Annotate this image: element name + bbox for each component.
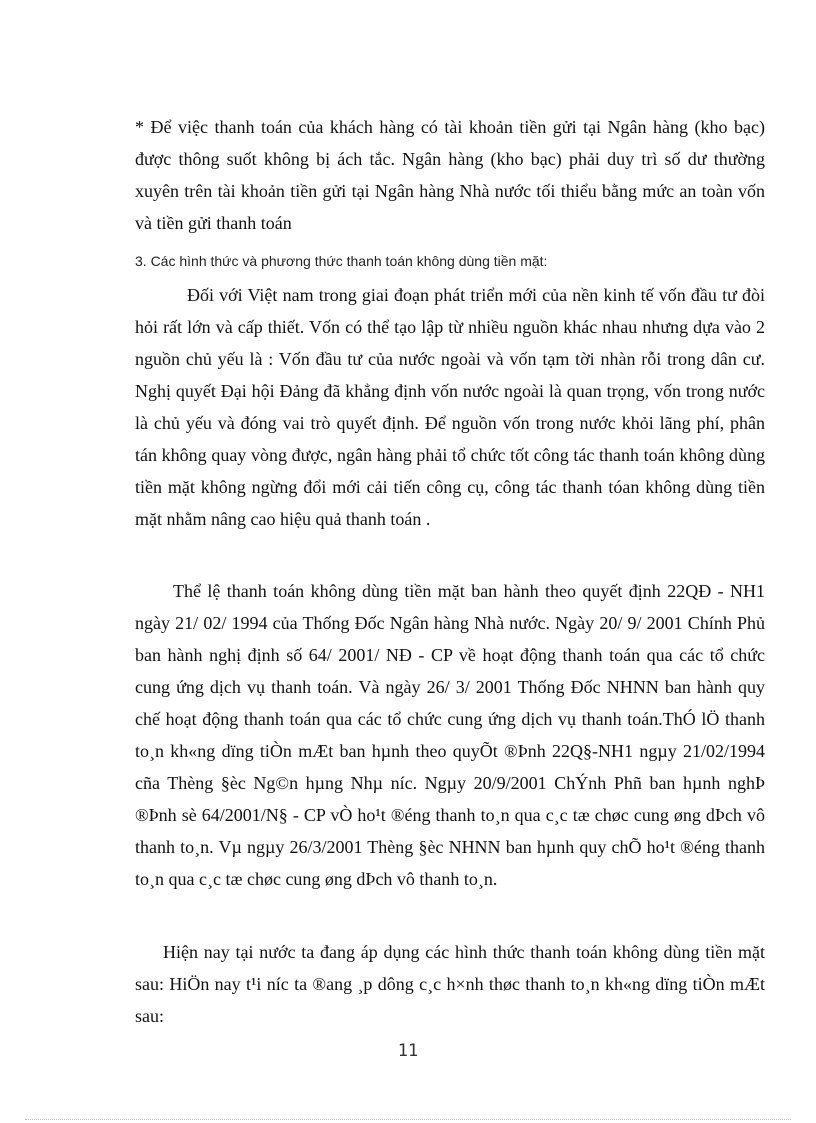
paragraph-current-forms: Hiện nay tại nước ta đang áp dụng các hình thức thanh toán không dùng tiền mặt sau: HiÖn nay t¹i níc ta ®ang ¸p dông c¸c h×nh thøc thanh to¸n kh«ng dïng tiÒn mÆt sau: (135, 942, 765, 1026)
page-bottom-rule (25, 1119, 791, 1120)
page-number: 11 (397, 1041, 419, 1061)
paragraph-capital-sources: Đối với Việt nam trong giai đoạn phát triển mới của nền kinh tế vốn đầu tư đòi hỏi rất lớn và cấp thiết. Vốn có thể tạo lập từ nhiều nguồn khác nhau nhưng dựa vào 2 nguồn chủ yếu là : Vốn đầu tư của nước ngoài và vốn tạm tời nhàn rỗi trong dân cư. Nghị quyết Đại hội Đảng đã khẳng định vốn nước ngoài là quan trọng, vốn trong nước là chủ yếu và đóng vai trò quyết định. Để nguồn vốn trong nước khỏi lãng phí, phân tán không quay vòng được, ngân hàng phải tổ chức tốt công tác thanh toán không dùng tiền mặt không ngừng đổi mới cải tiến công cụ, công tác thanh tóan không dùng tiền mặt nhằm nâng cao hiệu quả thanh toán . (135, 285, 765, 529)
paragraph-account-balance: * Để việc thanh toán của khách hàng có tài khoản tiền gửi tại Ngân hàng (kho bạc) được thông suốt không bị ách tắc. Ngân hàng (kho bạc) phải duy trì số dư thường xuyên trên tài khoản tiền gửi tại Ngân hàng Nhà nước tối thiểu bằng mức an toàn vốn và tiền gửi thanh toán (135, 117, 765, 233)
section-heading: 3. Các hình thức và phương thức thanh toán không dùng tiền mặt: (135, 253, 548, 269)
paragraph-payment-regulations: Thể lệ thanh toán không dùng tiền mặt ban hành theo quyết định 22QĐ - NH1 ngày 21/ 02/ 1994 của Thống Đốc Ngân hàng Nhà nước. Ngày 20/ 9/ 2001 Chính Phủ ban hành nghị định số 64/ 2001/ NĐ - CP về hoạt động thanh toán qua các tổ chức cung ứng dịch vụ thanh toán. Và ngày 26/ 3/ 2001 Thống Đốc NHNN ban hành quy chế hoạt động thanh toán qua các tổ chức cung ứng dịch vụ thanh toán.ThÓ lÖ thanh to¸n kh«ng dïng tiÒn mÆt ban hµnh theo quyÕt ®Þnh 22Q§-NH1 ngµy 21/02/1994 cña Thèng §èc Ng©n hµng Nhµ níc. Ngµy 20/9/2001 ChÝnh Phñ ban hµnh nghÞ ®Þnh sè 64/2001/N§ - CP vÒ ho¹t ®éng thanh to¸n qua c¸c tæ chøc cung øng dÞch vô thanh to¸n. Vµ ngµy 26/3/2001 Thèng §èc NHNN ban hµnh quy chÕ ho¹t ®éng thanh to¸n qua c¸c tæ chøc cung øng dÞch vô thanh to¸n. (135, 581, 765, 889)
